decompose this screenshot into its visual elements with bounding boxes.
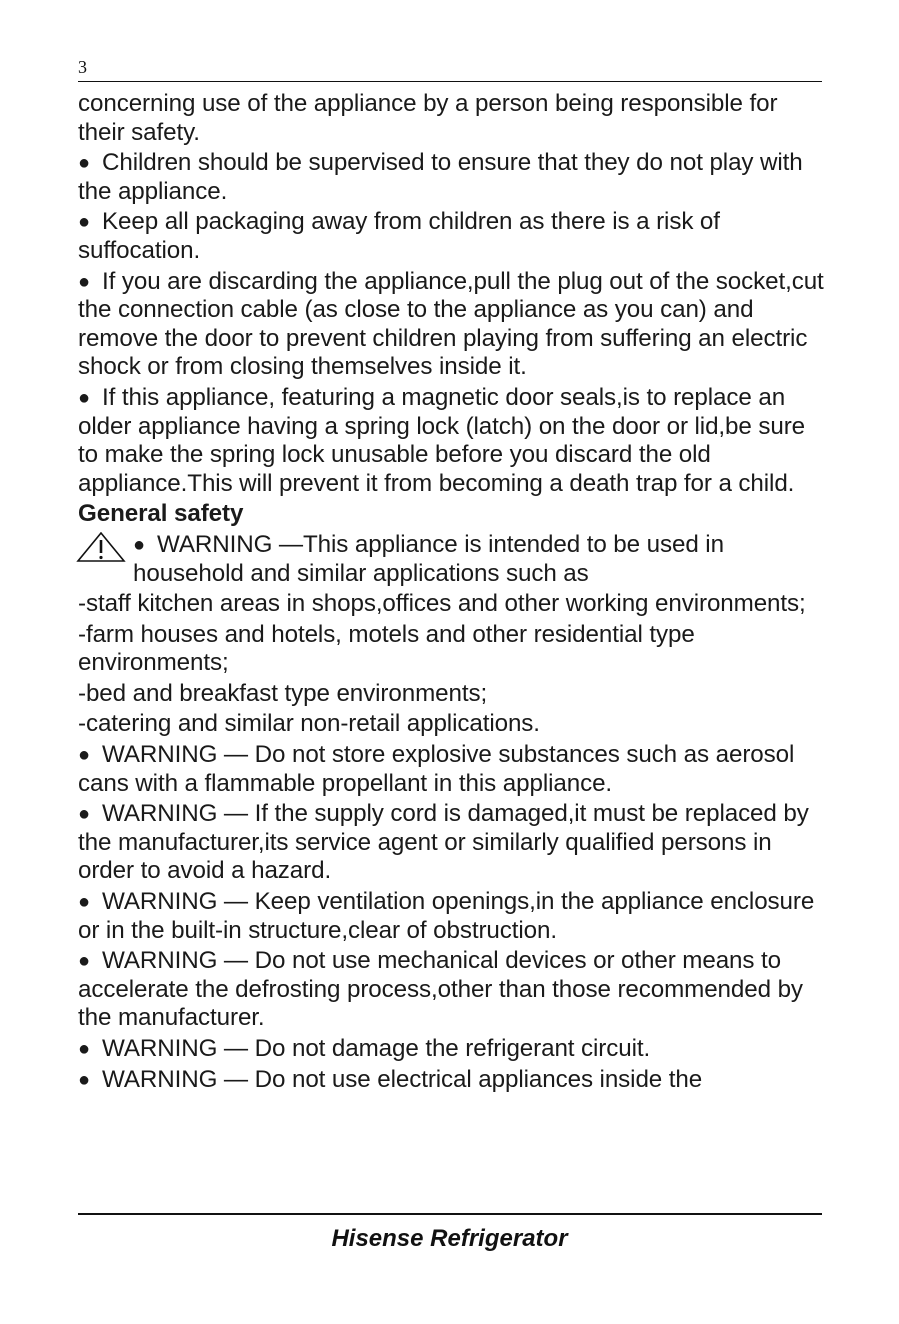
bullet-icon: ● [78,744,90,767]
warning-intro: ● WARNING —This appliance is intended to be used in household and similar applications such as [78,531,828,588]
bullet-item: ● If you are discarding the appliance,pull the plug out of the socket,cut the connection cable (as close to the appliance as you can) and remove the door to prevent children playing from suffering an electric shock or from closing themselves inside it. [78,267,824,381]
bullet-icon: ● [78,211,90,234]
warning-item: ● WARNING — Do not store explosive substances such as aerosol cans with a flammable propellant in this appliance. [78,741,795,797]
warning-item: ● WARNING — Do not use electrical appliances inside the [78,1065,703,1093]
bullet-icon: ● [78,152,90,175]
warning-item: ● WARNING — If the supply cord is damaged,it must be replaced by the manufacturer,its service agent or similarly qualified persons in order to avoid a hazard. [78,800,809,885]
bullet-item: ● If this appliance, featuring a magnetic door seals,is to replace an older appliance having a spring lock (latch) on the door or lid,be sure to make the spring lock unusable before you discard the old appliance.This will prevent it from becoming a death trap for a child. [78,383,806,497]
bullet-item: ● Children should be supervised to ensure that they do not play with the appliance. [78,149,803,205]
bullet-icon: ● [133,533,145,556]
intro-paragraph: concerning use of the appliance by a person being responsible for their safety. [78,90,778,146]
warning-item: ● WARNING — Keep ventilation openings,in the appliance enclosure or in the built-in structure,clear of obstruction. [78,888,815,944]
warning-item: ● WARNING — Do not use mechanical devices or other means to accelerate the defrosting process,other than those recommended by the manufacturer. [78,947,803,1032]
footer-rule [78,1213,822,1215]
list-item: -farm houses and hotels, motels and other residential type environments; [78,620,695,677]
bullet-icon: ● [78,386,90,409]
page-number: 3 [78,57,87,77]
section-heading: General safety [78,500,244,528]
list-item: -bed and breakfast type environments; [78,679,488,707]
list-item: -catering and similar non-retail applications. [78,710,540,738]
bullet-icon: ● [78,270,90,293]
bullet-item: ● Keep all packaging away from children as there is a risk of suffocation. [78,208,720,264]
warning-triangle-icon [76,532,126,562]
list-item: -staff kitchen areas in shops,offices and other working environments; [78,590,806,618]
page-body [78,90,828,1096]
warning-item: ● WARNING — Do not damage the refrigerant circuit. [78,1035,651,1062]
bullet-icon: ● [78,891,90,914]
footer-brand: Hisense Refrigerator [331,1225,568,1252]
bullet-icon: ● [78,1038,90,1060]
bullet-icon: ● [78,803,90,826]
bullet-icon: ● [78,1068,90,1091]
header-rule [78,81,822,82]
bullet-icon: ● [78,950,90,973]
